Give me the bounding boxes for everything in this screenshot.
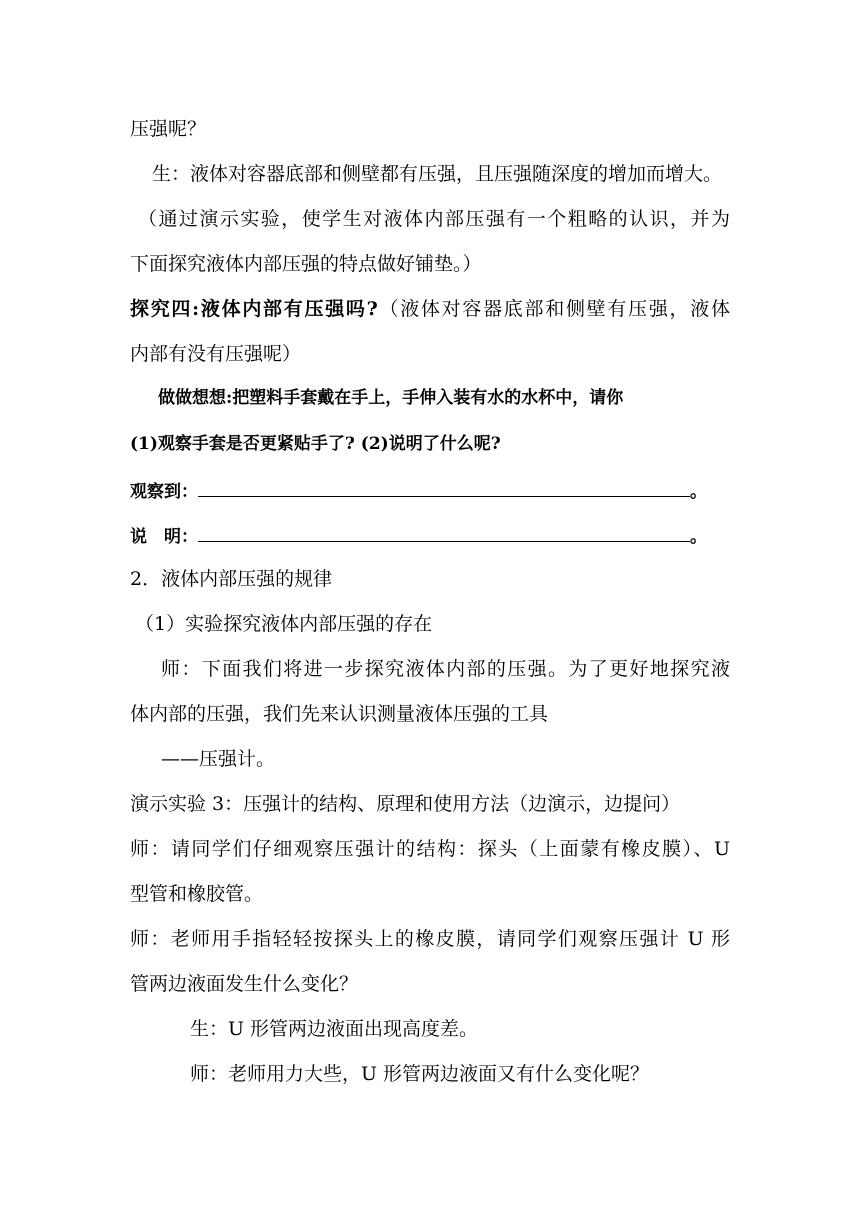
- text-line: ——压强计。: [161, 748, 276, 770]
- section-title: 2．液体内部压强的规律: [130, 568, 333, 590]
- subsection-title: （1）实验探究液体内部压强的存在: [135, 613, 433, 635]
- observation-row: [130, 478, 707, 505]
- activity-prompt: 做做想想:把塑料手套戴在手上，手伸入装有水的水杯中，请你: [158, 388, 624, 408]
- text-line: 生：液体对容器底部和侧壁都有压强，且压强随深度的增加而增大。: [152, 163, 723, 185]
- explanation-row: [130, 523, 707, 550]
- text-line: 压强呢？: [130, 118, 207, 140]
- text-line: 型管和橡胶管。: [130, 883, 264, 905]
- text-line: [130, 296, 730, 322]
- text-line: 内部有没有压强呢）: [130, 343, 302, 365]
- text-line: 管两边液面发生什么变化？: [130, 973, 359, 995]
- text-line: 生：U 形管两边液面出现高度差。: [190, 1018, 479, 1040]
- observation-label: 观察到：: [130, 482, 198, 502]
- text-line: 师：请同学们仔细观察压强计的结构：探头（上面蒙有橡皮膜）、U: [130, 838, 730, 860]
- text-line: 师：老师用手指轻轻按探头上的橡皮膜，请同学们观察压强计 U 形: [130, 928, 730, 950]
- text-line: （通过演示实验，使学生对液体内部压强有一个粗略的认识，并为: [138, 208, 730, 230]
- text-line: 演示实验 3：压强计的结构、原理和使用方法（边演示，边提问）: [130, 793, 681, 815]
- explanation-label: 说 明：: [130, 527, 198, 547]
- text-line: 师：下面我们将进一步探究液体内部的压强。为了更好地探究液: [161, 658, 730, 680]
- text-span: 。: [690, 482, 707, 502]
- text-span: （液体对容器底部和侧壁有压强，液体: [377, 298, 730, 320]
- text-span: 。: [690, 527, 707, 547]
- activity-questions: (1)观察手套是否更紧贴手了? (2)说明了什么呢?: [130, 434, 501, 454]
- explanation-blank[interactable]: [198, 523, 690, 542]
- observation-blank[interactable]: [198, 478, 690, 497]
- text-line: 下面探究液体内部压强的特点做好铺垫。）: [130, 253, 482, 275]
- section-heading: 探究四:液体内部有压强吗?: [130, 298, 378, 320]
- text-line: 师：老师用力大些，U 形管两边液面又有什么变化呢？: [190, 1063, 650, 1085]
- text-line: 体内部的压强，我们先来认识测量液体压强的工具: [130, 703, 549, 725]
